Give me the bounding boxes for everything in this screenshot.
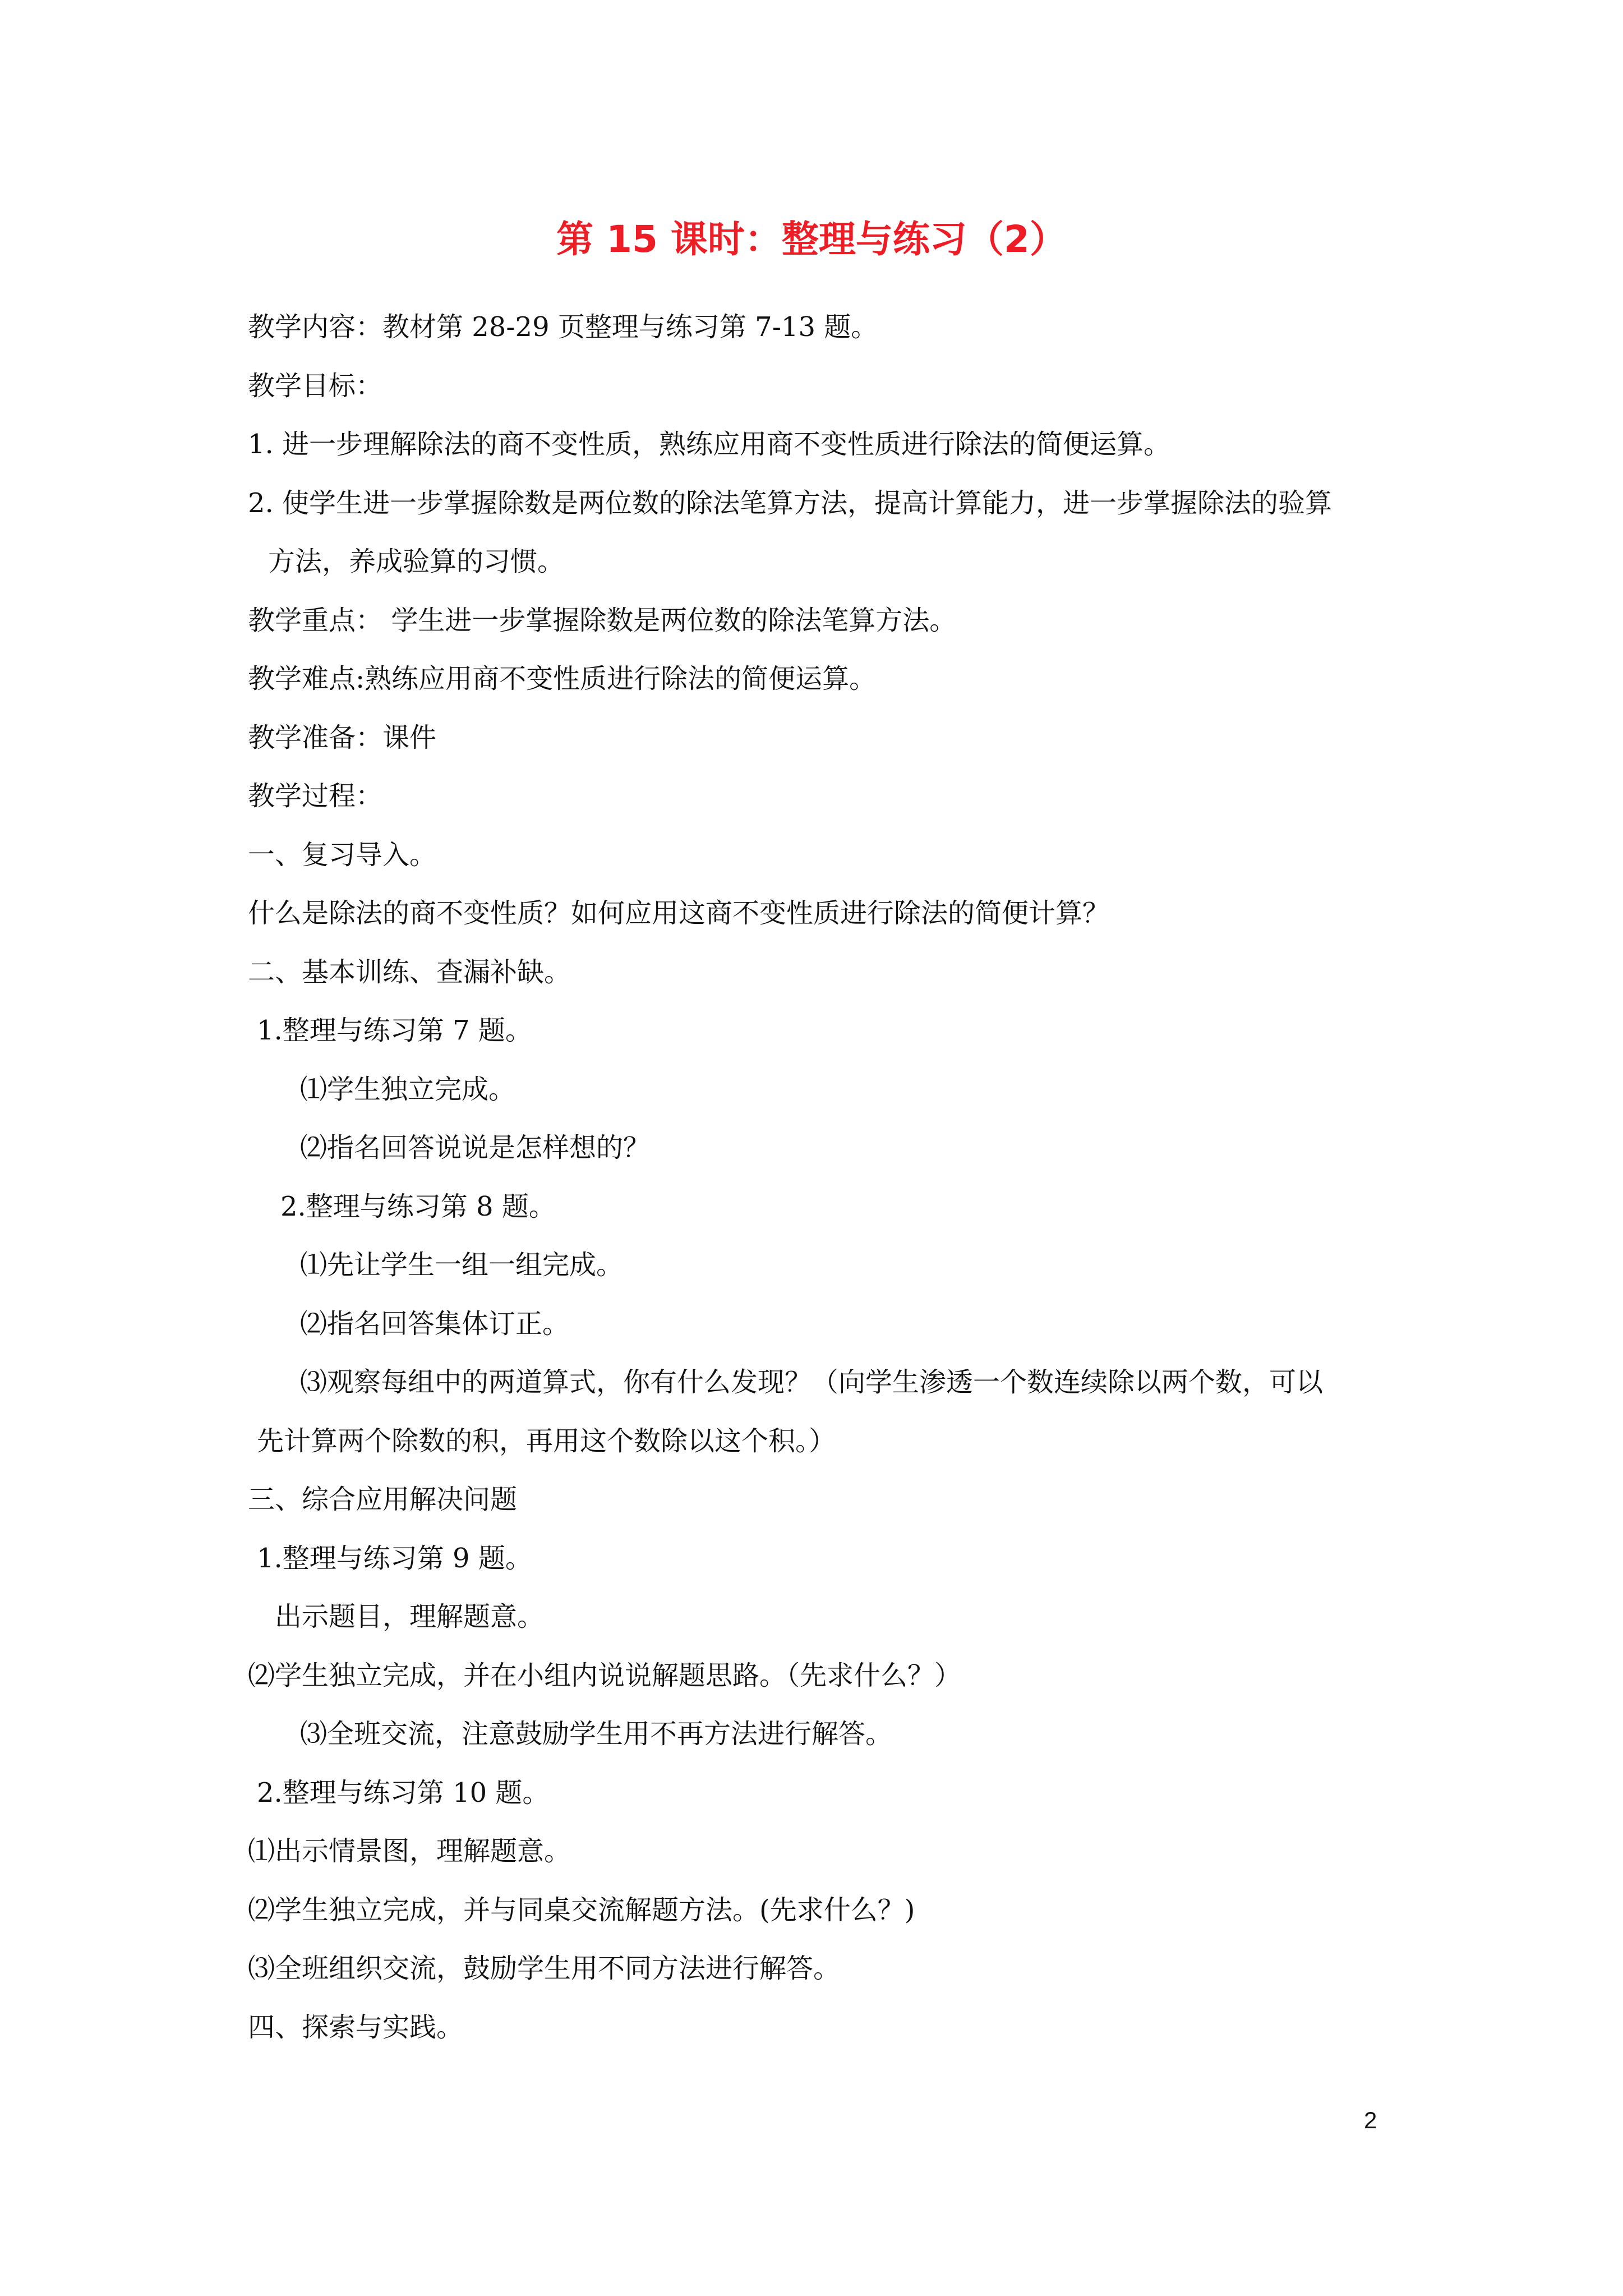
exercise-8-step-3: ⑶观察每组中的两道算式，你有什么发现？（向学生渗透一个数连续除以两个数，可以 bbox=[300, 1366, 1324, 1398]
page-title: 第 15 课时：整理与练习（2） bbox=[556, 218, 1067, 261]
exercise-9-step-2: ⑵学生独立完成，并在小组内说说解题思路。（先求什么？） bbox=[248, 1660, 962, 1691]
exercise-7: 1.整理与练习第 7 题。 bbox=[257, 1015, 532, 1046]
teaching-goals-label: 教学目标： bbox=[248, 370, 383, 402]
section-1-question: 什么是除法的商不变性质？如何应用这商不变性质进行除法的简便计算？ bbox=[248, 898, 1110, 929]
exercise-10-step-3: ⑶全班组织交流，鼓励学生用不同方法进行解答。 bbox=[248, 1953, 841, 1984]
exercise-8-step-3-continued: 先计算两个除数的积，再用这个数除以这个积。） bbox=[257, 1425, 836, 1457]
section-1-heading: 一、复习导入。 bbox=[248, 839, 437, 871]
exercise-9: 1.整理与练习第 9 题。 bbox=[257, 1543, 532, 1574]
exercise-10: 2.整理与练习第 10 题。 bbox=[257, 1777, 550, 1809]
teaching-preparation: 教学准备：课件 bbox=[248, 722, 437, 753]
exercise-10-step-1: ⑴出示情景图，理解题意。 bbox=[248, 1835, 571, 1867]
exercise-7-step-1: ⑴学生独立完成。 bbox=[300, 1074, 516, 1105]
exercise-9-step-3: ⑶全班交流，注意鼓励学生用不再方法进行解答。 bbox=[300, 1718, 893, 1750]
teaching-difficulty: 教学难点:熟练应用商不变性质进行除法的简便运算。 bbox=[248, 663, 877, 694]
section-2-heading: 二、基本训练、查漏补缺。 bbox=[248, 956, 571, 988]
exercise-8-step-1: ⑴先让学生一组一组完成。 bbox=[300, 1249, 624, 1281]
goal-1: 1. 进一步理解除法的商不变性质，熟练应用商不变性质进行除法的简便运算。 bbox=[248, 429, 1171, 460]
exercise-7-step-2: ⑵指名回答说说是怎样想的？ bbox=[300, 1132, 651, 1163]
teaching-key-point: 教学重点： 学生进一步掌握除数是两位数的除法笔算方法。 bbox=[248, 605, 957, 636]
goal-2-continued: 方法，养成验算的习惯。 bbox=[268, 546, 565, 577]
section-3-heading: 三、综合应用解决问题 bbox=[248, 1484, 518, 1515]
exercise-10-step-2: ⑵学生独立完成，并与同桌交流解题方法。(先求什么？) bbox=[248, 1894, 915, 1926]
exercise-9-step-1: 出示题目，理解题意。 bbox=[275, 1601, 545, 1632]
teaching-process-label: 教学过程： bbox=[248, 780, 383, 812]
exercise-8-step-2: ⑵指名回答集体订正。 bbox=[300, 1308, 570, 1340]
exercise-8: 2.整理与练习第 8 题。 bbox=[280, 1191, 556, 1222]
page-number: 2 bbox=[1364, 2107, 1377, 2133]
section-4-heading: 四、探索与实践。 bbox=[248, 2012, 464, 2043]
teaching-content: 教学内容：教材第 28-29 页整理与练习第 7-13 题。 bbox=[248, 311, 878, 343]
goal-2: 2. 使学生进一步掌握除数是两位数的除法笔算方法，提高计算能力，进一步掌握除法的验算 bbox=[248, 487, 1332, 519]
